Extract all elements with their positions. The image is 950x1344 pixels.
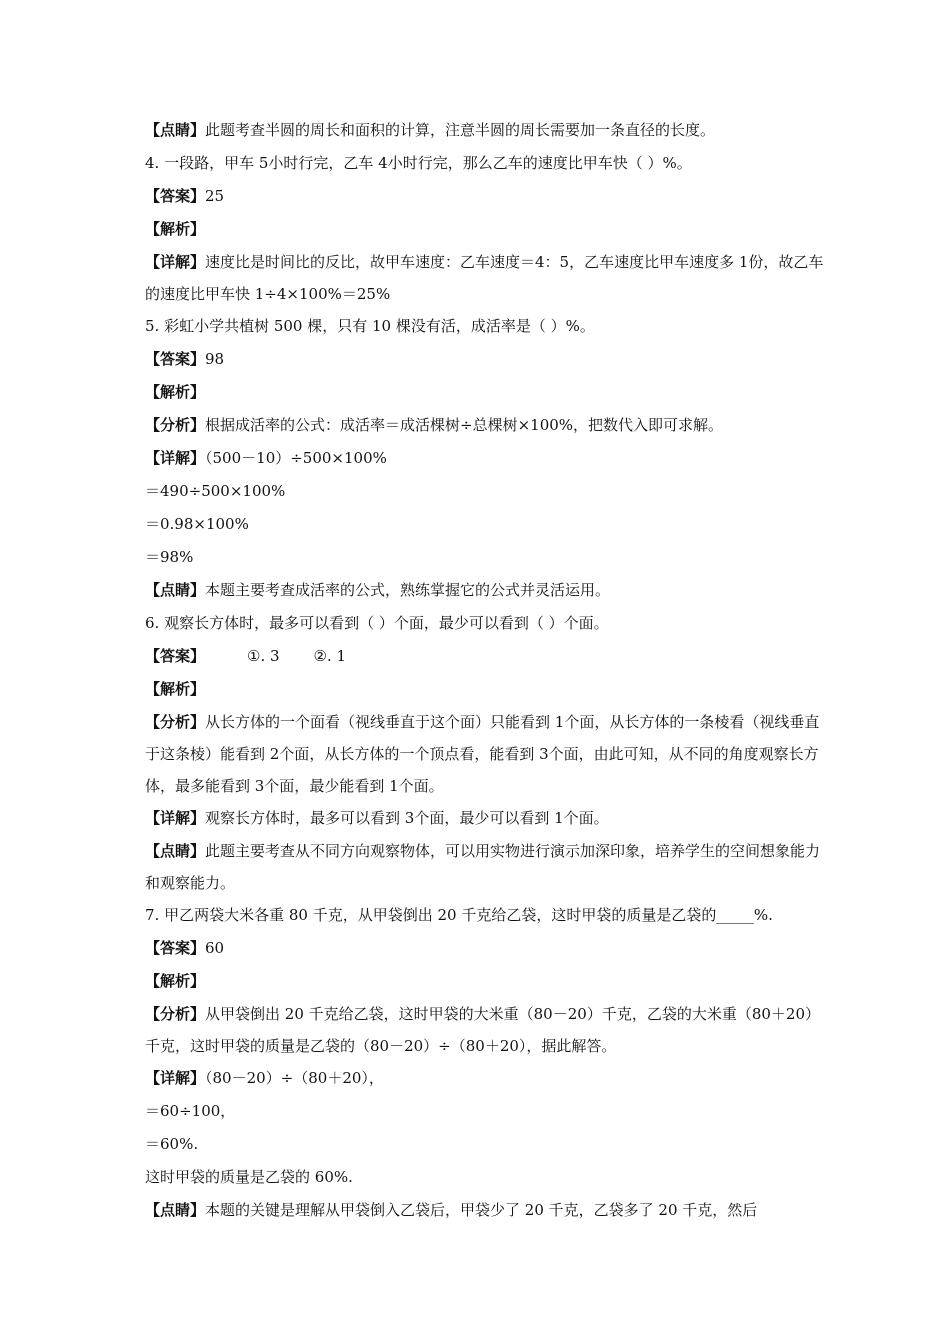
answer-value-1: ①. 3 <box>247 647 280 665</box>
question-7 <box>145 899 825 932</box>
question-5 <box>145 310 825 343</box>
answer-value: 60 <box>205 939 225 957</box>
detail-tag: 【详解】 <box>145 809 206 827</box>
analysis-6 <box>145 673 825 706</box>
detail-text: 观察长方体时，最多可以看到 3个面，最少可以看到 1个面。 <box>205 809 609 827</box>
detail-4 <box>145 246 825 310</box>
detail-tag: 【详解】 <box>145 1069 206 1087</box>
answer-tag: 【答案】 <box>145 187 206 205</box>
answer-value: 25 <box>205 187 225 205</box>
answer-5 <box>145 343 825 376</box>
analysis-tag: 【解析】 <box>145 220 206 238</box>
reasoning-5 <box>145 409 825 442</box>
calc-step <box>145 1095 825 1128</box>
note-tag: 【点睛】 <box>145 842 206 860</box>
reasoning-6 <box>145 706 825 802</box>
question-4 <box>145 147 825 180</box>
question-text: 5. 彩虹小学共植树 500 棵，只有 10 棵没有活，成活率是（ ）%。 <box>145 317 595 335</box>
reasoning-text: 从甲袋倒出 20 千克给乙袋，这时甲袋的大米重（80－20）千克，乙袋的大米重（80＋20）千克，这时甲袋的质量是乙袋的（80－20）÷（80＋20），据此解答。 <box>145 1005 820 1055</box>
question-6 <box>145 607 825 640</box>
note-7 <box>145 1194 825 1227</box>
calc-text: ＝60÷100， <box>145 1102 236 1120</box>
analysis-7 <box>145 965 825 998</box>
calc-text: ＝60%. <box>145 1135 199 1153</box>
analysis-5 <box>145 376 825 409</box>
detail-text: 速度比是时间比的反比，故甲车速度：乙车速度＝4：5，乙车速度比甲车速度多 1份，故乙车的速度比甲车快 1÷4×100%＝25% <box>145 253 824 303</box>
detail-7 <box>145 1062 825 1095</box>
reasoning-text: 根据成活率的公式：成活率＝成活棵树÷总棵树×100%，把数代入即可求解。 <box>205 416 724 434</box>
reasoning-tag: 【分析】 <box>145 1005 206 1023</box>
note-tag: 【点睛】 <box>145 1201 206 1219</box>
calc-step <box>145 508 825 541</box>
answer-value: 98 <box>205 350 225 368</box>
note-text: 本题的关键是理解从甲袋倒入乙袋后，甲袋少了 20 千克，乙袋多了 20 千克，然后 <box>205 1201 758 1219</box>
calc-text: ＝98% <box>145 548 194 566</box>
document-page <box>145 114 825 1227</box>
note-tag: 【点睛】 <box>145 121 206 139</box>
reasoning-tag: 【分析】 <box>145 713 206 731</box>
answer-7 <box>145 932 825 965</box>
line-1 <box>145 114 825 147</box>
calc-step <box>145 1128 825 1161</box>
answer-tag: 【答案】 <box>145 647 206 665</box>
calc-step <box>145 475 825 508</box>
answer-value-2: ②. 1 <box>313 647 347 665</box>
analysis-4 <box>145 213 825 246</box>
note-text: 此题主要考查从不同方向观察物体，可以用实物进行演示加深印象，培养学生的空间想象能力和观察能力。 <box>145 842 821 892</box>
calc-step <box>145 541 825 574</box>
detail-tag: 【详解】 <box>145 449 206 467</box>
note-5 <box>145 574 825 607</box>
detail-text: （500－10）÷500×100% <box>205 449 387 467</box>
question-text: 4. 一段路，甲车 5小时行完，乙车 4小时行完，那么乙车的速度比甲车快（ ）%。 <box>145 154 692 172</box>
analysis-tag: 【解析】 <box>145 972 206 990</box>
calc-text: ＝490÷500×100% <box>145 482 286 500</box>
answer-tag: 【答案】 <box>145 350 206 368</box>
question-text: 6. 观察长方体时，最多可以看到（ ）个面，最少可以看到（ ）个面。 <box>145 614 609 632</box>
conclusion-7 <box>145 1161 825 1194</box>
conclusion-text: 这时甲袋的质量是乙袋的 60%. <box>145 1168 353 1186</box>
note-text: 本题主要考查成活率的公式，熟练掌握它的公式并灵活运用。 <box>205 581 611 599</box>
note-6 <box>145 835 825 899</box>
detail-5 <box>145 442 825 475</box>
analysis-tag: 【解析】 <box>145 680 206 698</box>
answer-tag: 【答案】 <box>145 939 206 957</box>
question-text: 7. 甲乙两袋大米各重 80 千克，从甲袋倒出 20 千克给乙袋，这时甲袋的质量是乙袋的_____%. <box>145 906 773 924</box>
detail-6 <box>145 802 825 835</box>
answer-4 <box>145 180 825 213</box>
reasoning-7 <box>145 998 825 1062</box>
detail-tag: 【详解】 <box>145 253 206 271</box>
detail-text: （80－20）÷（80＋20）， <box>205 1069 384 1087</box>
answer-6 <box>145 640 825 673</box>
analysis-tag: 【解析】 <box>145 383 206 401</box>
reasoning-text: 从长方体的一个面看（视线垂直于这个面）只能看到 1个面，从长方体的一条棱看（视线垂直于这条棱）能看到 2个面，从长方体的一个顶点看，能看到 3个面，由此可知，从不同的角度观察长方体，最多能看到 3个面，最少能看到 1个面。 <box>145 713 820 795</box>
calc-text: ＝0.98×100% <box>145 515 249 533</box>
note-text: 此题考查半圆的周长和面积的计算，注意半圆的周长需要加一条直径的长度。 <box>205 121 716 139</box>
note-tag: 【点睛】 <box>145 581 206 599</box>
reasoning-tag: 【分析】 <box>145 416 206 434</box>
